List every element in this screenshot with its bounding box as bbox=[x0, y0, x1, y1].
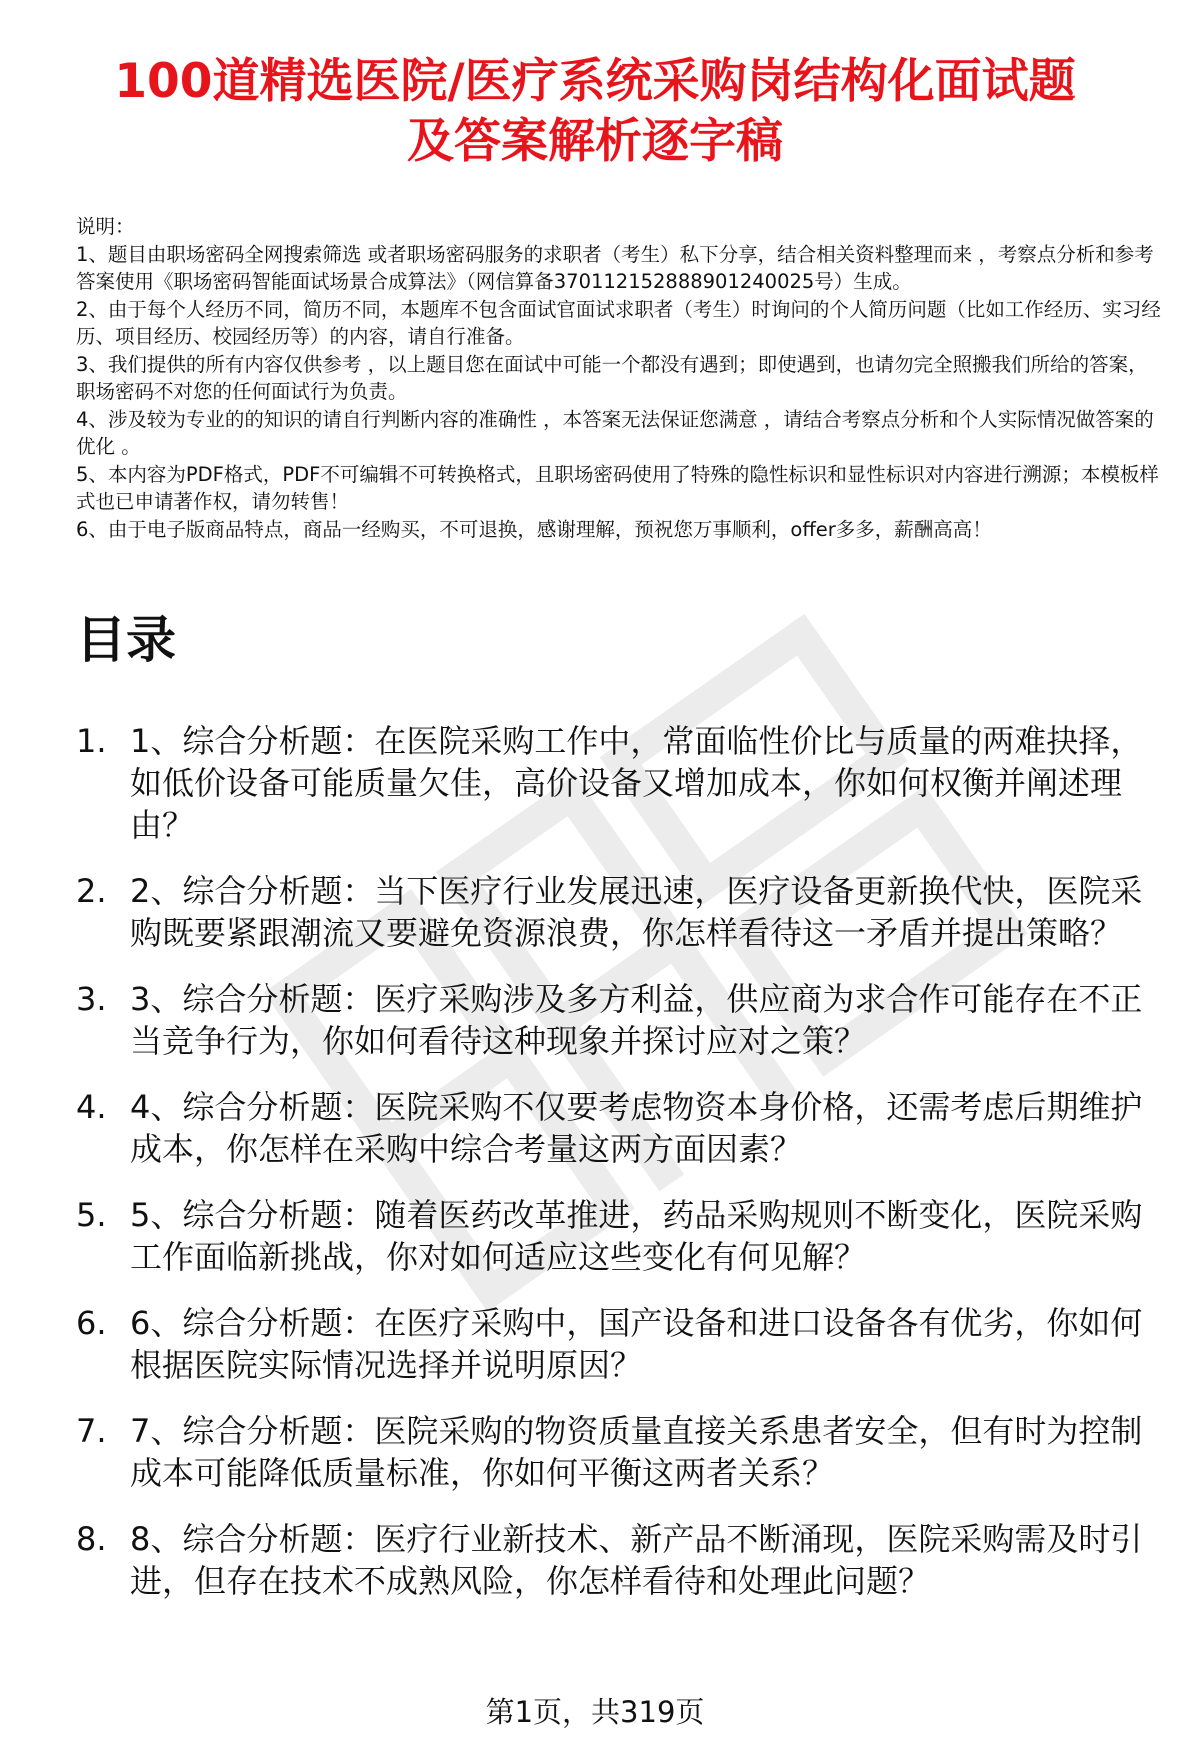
notes-item: 5、本内容为PDF格式，PDF不可编辑不可转换格式，且职场密码使用了特殊的隐性标识和显性标识对内容进行溯源；本模板样式也已申请著作权，请勿转售！ bbox=[76, 462, 1159, 513]
toc-item-text: 4、综合分析题：医院采购不仅要考虑物资本身价格，还需考虑后期维护成本，你怎样在采购中综合考量这两方面因素？ bbox=[130, 1088, 1143, 1168]
notes-heading: 说明： bbox=[76, 215, 135, 238]
notes-item: 6、由于电子版商品特点，商品一经购买，不可退换，感谢理解，预祝您万事顺利，offer多多，薪酬高高！ bbox=[76, 517, 992, 541]
toc-item[interactable] bbox=[76, 720, 1166, 846]
toc-item[interactable] bbox=[76, 870, 1166, 954]
document-title bbox=[60, 52, 1130, 172]
toc-item-number: 6. bbox=[76, 1304, 107, 1342]
notes-item: 1、题目由职场密码全网搜索筛选 或者职场密码服务的求职者（考生）私下分享，结合相关资料整理而来 ，考察点分析和参考答案使用《职场密码智能面试场景合成算法》（网信算备370112152888901240025号）生成。 bbox=[76, 242, 1154, 293]
toc-item-text: 5、综合分析题：随着医药改革推进，药品采购规则不断变化，医院采购工作面临新挑战，你对如何适应这些变化有何见解？ bbox=[130, 1196, 1143, 1276]
title-line-1: 100道精选医院/医疗系统采购岗结构化面试题 bbox=[114, 54, 1076, 109]
toc-item-text: 7、综合分析题：医院采购的物资质量直接关系患者安全，但有时为控制成本可能降低质量标准，你如何平衡这两者关系？ bbox=[130, 1412, 1143, 1492]
toc-item[interactable] bbox=[76, 1302, 1166, 1386]
toc-item-number: 8. bbox=[76, 1520, 107, 1558]
toc-item-number: 4. bbox=[76, 1088, 107, 1126]
toc-item-text: 1、综合分析题：在医院采购工作中，常面临性价比与质量的两难抉择，如低价设备可能质量欠佳，高价设备又增加成本，你如何权衡并阐述理由？ bbox=[130, 722, 1143, 844]
toc-item-text: 6、综合分析题：在医疗采购中，国产设备和进口设备各有优劣，你如何根据医院实际情况选择并说明原因？ bbox=[130, 1304, 1143, 1384]
toc-item[interactable] bbox=[76, 1194, 1166, 1278]
title-line-2: 及答案解析逐字稿 bbox=[407, 114, 783, 169]
notes-item: 4、涉及较为专业的的知识的请自行判断内容的准确性 ，本答案无法保证您满意 ，请结合考察点分析和个人实际情况做答案的优化 。 bbox=[76, 407, 1154, 458]
toc-item[interactable] bbox=[76, 978, 1166, 1062]
toc-heading: 目录 bbox=[76, 611, 176, 669]
toc-item-text: 2、综合分析题：当下医疗行业发展迅速，医疗设备更新换代快，医院采购既要紧跟潮流又要避免资源浪费，你怎样看待这一矛盾并提出策略？ bbox=[130, 872, 1143, 952]
notes-section bbox=[76, 213, 1161, 543]
toc-item[interactable] bbox=[76, 1518, 1166, 1602]
toc-item[interactable] bbox=[76, 1410, 1166, 1494]
page-number: 第1页，共319页 bbox=[485, 1695, 705, 1729]
toc-list bbox=[76, 720, 1166, 1626]
toc-item-number: 1. bbox=[76, 722, 107, 760]
notes-item: 2、由于每个人经历不同，简历不同，本题库不包含面试官面试求职者（考生）时询问的个人简历问题（比如工作经历、实习经历、项目经历、校园经历等）的内容，请自行准备。 bbox=[76, 297, 1161, 348]
toc-item-number: 3. bbox=[76, 980, 107, 1018]
toc-item-number: 5. bbox=[76, 1196, 107, 1234]
toc-item-number: 7. bbox=[76, 1412, 107, 1450]
toc-item-text: 3、综合分析题：医疗采购涉及多方利益，供应商为求合作可能存在不正当竞争行为，你如何看待这种现象并探讨应对之策？ bbox=[130, 980, 1143, 1060]
toc-item-text: 8、综合分析题：医疗行业新技术、新产品不断涌现，医院采购需及时引进，但存在技术不成熟风险，你怎样看待和处理此问题？ bbox=[130, 1520, 1143, 1600]
toc-item-number: 2. bbox=[76, 872, 107, 910]
notes-item: 3、我们提供的所有内容仅供参考 ，以上题目您在面试中可能一个都没有遇到；即使遇到，也请勿完全照搬我们所给的答案，职场密码不对您的任何面试行为负责。 bbox=[76, 352, 1148, 403]
toc-item[interactable] bbox=[76, 1086, 1166, 1170]
